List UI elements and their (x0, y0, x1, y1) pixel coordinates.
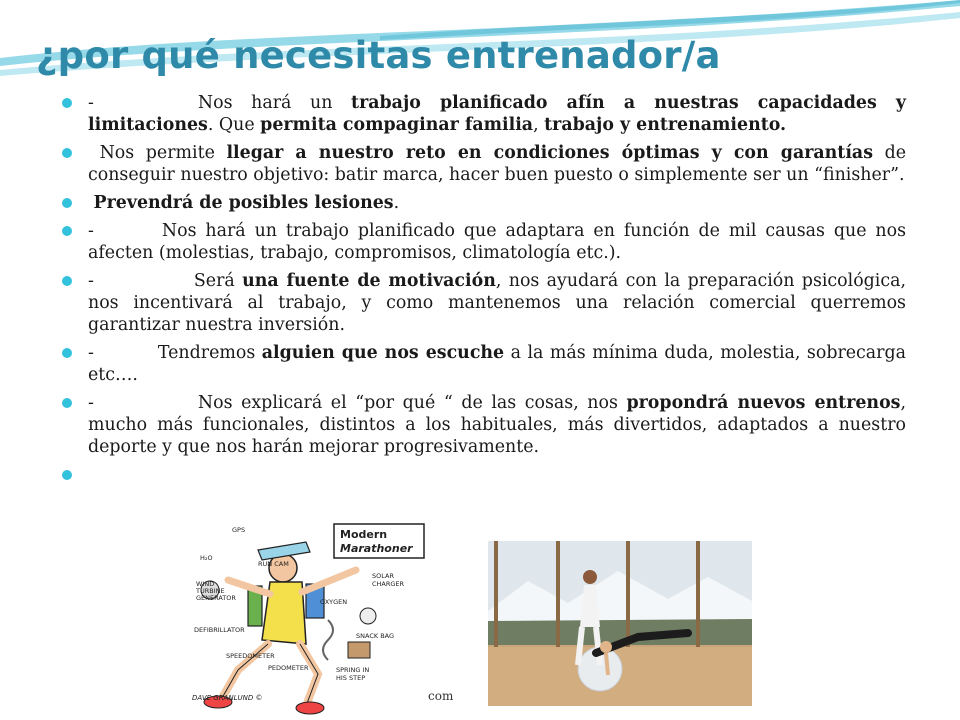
text: a la más mínima duda, molestia, sobrecarga etc…. (88, 343, 906, 385)
bullet-list (60, 92, 906, 492)
bullet-dot-icon (62, 398, 72, 408)
cartoon-title-line2: Marathoner (340, 542, 413, 555)
text: Nos hará un trabajo planificado que adaptara en función de mil causas que nos afecten (molestias, trabajo, compromisos, climatología etc.). (88, 221, 906, 263)
bullet-dot-icon (62, 198, 72, 208)
image-url-fragment: com (428, 689, 454, 703)
bullet-item (60, 92, 906, 136)
cartoon-title-line1: Modern (340, 528, 388, 541)
bullet-dot-icon (62, 148, 72, 158)
cartoon-label: OXYGEN (320, 598, 348, 606)
bold-text: permita compaginar familia (260, 115, 534, 135)
bold-text: una fuente de motivación (242, 271, 496, 291)
cartoon-label: TURBINE (196, 587, 225, 595)
bold-text: llegar a nuestro reto en condiciones óptimas y con garantías (226, 143, 873, 163)
text: , (533, 115, 545, 135)
text: . Que (207, 115, 261, 135)
cartoon-label: WIND (196, 580, 215, 588)
cartoon-label: GENERATOR (196, 594, 236, 602)
cartoon-label: SPEEDOMETER (226, 652, 275, 660)
bullet-dot-icon (62, 348, 72, 358)
modern-marathoner-cartoon (188, 520, 428, 715)
cartoon-label: CHARGER (372, 580, 405, 588)
dash: - (88, 221, 94, 241)
text: Será (193, 271, 243, 291)
bold-text: trabajo planificado afín a nuestras capacidades y limitaciones (88, 93, 906, 135)
bullet-item (60, 342, 906, 386)
cartoon-label: GPS (232, 526, 246, 534)
cartoon-label: HIS STEP (336, 674, 366, 682)
bullet-item (60, 192, 906, 214)
bullet-dot-icon (62, 470, 72, 480)
dash: - (88, 271, 94, 291)
text: , mucho más funcionales, distintos a los habituales, más divertidos, adaptados a nuestro deporte y que nos harán mejorar progresivamente. (88, 393, 906, 457)
bold-text: alguien que nos escuche (261, 343, 505, 363)
cartoon-label: PEDOMETER (268, 664, 309, 672)
cartoon-label: SPRING IN (336, 666, 370, 674)
cartoon-label: RUN CAM (258, 560, 289, 568)
text: Tendremos (157, 343, 262, 363)
cartoon-label: SNACK BAG (356, 632, 395, 640)
bullet-item (60, 392, 906, 458)
text: Nos explicará el “por qué “ de las cosas, nos (197, 393, 627, 413)
text: Nos permite (99, 143, 227, 163)
bullet-item (60, 270, 906, 336)
slide-title: ¿por qué necesitas entrenador/a (36, 34, 721, 77)
dash: - (88, 393, 94, 413)
text: Nos hará un (197, 93, 352, 113)
bullet-item-empty (60, 464, 906, 486)
cartoon-label: H₂O (200, 554, 213, 562)
cartoon-signature: DAVE GRANLUND © (192, 694, 263, 702)
bullet-dot-icon (62, 226, 72, 236)
text: . (393, 193, 400, 213)
bold-text: propondrá nuevos entrenos (626, 393, 901, 413)
bullet-dot-icon (62, 98, 72, 108)
bold-text: trabajo y entrenamiento. (544, 115, 787, 135)
text: de conseguir nuestro objetivo: batir marca, hacer buen puesto o simplemente ser un “finisher”. (88, 143, 906, 185)
bullet-item (60, 142, 906, 186)
dash: - (88, 343, 94, 363)
bullet-dot-icon (62, 276, 72, 286)
cartoon-label: DEFIBRILLATOR (194, 626, 245, 634)
dash: - (88, 93, 94, 113)
bullet-item (60, 220, 906, 264)
cartoon-label: SOLAR (372, 572, 394, 580)
gym-photo (488, 541, 752, 706)
bold-text: Prevendrá de posibles lesiones (93, 193, 394, 213)
text: , nos ayudará con la preparación psicológica, nos incentivará al trabajo, y como mantenemos una relación comercial querremos garantizar nuestra inversión. (88, 271, 907, 335)
